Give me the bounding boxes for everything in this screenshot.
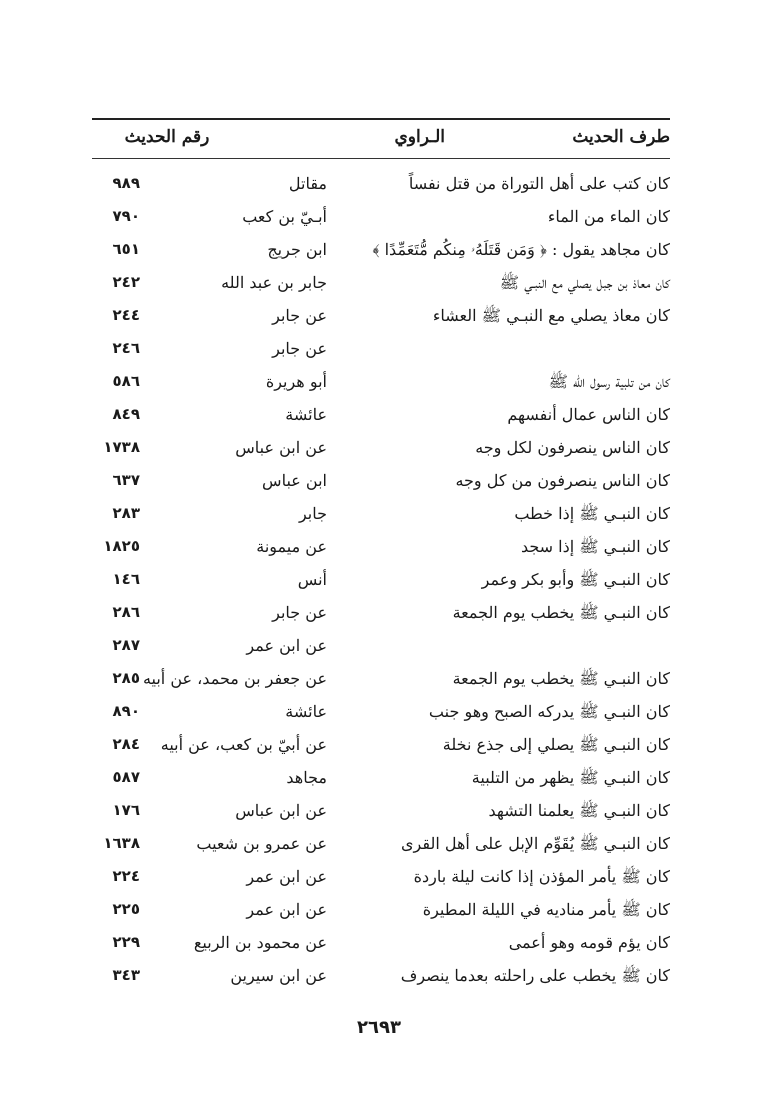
- table-row: [92, 368, 670, 401]
- hadith-number: ٧٩٠: [112, 207, 140, 225]
- hadith-text: كان النبـي ﷺ يخطب يوم الجمعة: [452, 603, 670, 622]
- narrator-text: ابن جريج: [267, 240, 327, 259]
- narrator-text: أنس: [297, 570, 327, 589]
- table-row: [92, 962, 670, 995]
- hadith-text: كان النبـي ﷺ يدركه الصبح وهو جنب: [428, 702, 670, 721]
- hadith-text: كان النبـي ﷺ يخطب يوم الجمعة: [452, 669, 670, 688]
- hadith-number: ٩٨٩: [112, 174, 140, 192]
- top-rule: [92, 118, 670, 120]
- table-row: [92, 269, 670, 302]
- hadith-text: كان ﷺ يأمر مناديه في الليلة المطيرة: [422, 900, 670, 919]
- narrator-text: عن ابن سيرين: [230, 966, 327, 985]
- narrator-text: أبو هريرة: [265, 372, 327, 391]
- header-hadith: طرف الحديث: [572, 127, 670, 147]
- hadith-text: كان الماء من الماء: [547, 207, 670, 226]
- hadith-number: ٢٤٦: [112, 339, 140, 357]
- table-row: [92, 632, 670, 665]
- hadith-text: كان الناس ينصرفون من كل وجه: [455, 471, 670, 490]
- narrator-text: جابر: [298, 504, 327, 523]
- header-narrator: الـراوي: [394, 127, 445, 147]
- table-row: [92, 830, 670, 863]
- hadith-text: كان النبـي ﷺ يُقَوِّم الإبل على أهل القرى: [401, 834, 670, 853]
- table-row: [92, 764, 670, 797]
- narrator-text: عن جعفر بن محمد، عن أبيه: [142, 669, 327, 688]
- table-row: [92, 731, 670, 764]
- hadith-text: كان النبـي ﷺ وأبو بكر وعمر: [481, 570, 670, 589]
- hadith-number: ٨٩٠: [112, 702, 140, 720]
- hadith-number: ١٨٢٥: [103, 537, 140, 555]
- hadith-number: ٢٢٥: [112, 900, 140, 918]
- table-row: [92, 335, 670, 368]
- narrator-text: عن محمود بن الربيع: [193, 933, 327, 952]
- table-row: [92, 500, 670, 533]
- hadith-number: ٢٤٤: [112, 306, 140, 324]
- hadith-number: ٢٨٧: [112, 636, 140, 654]
- narrator-text: عن ميمونة: [256, 537, 327, 556]
- table-row: [92, 434, 670, 467]
- hadith-text: كان ﷺ يأمر المؤذن إذا كانت ليلة باردة: [413, 867, 670, 886]
- table-row: [92, 896, 670, 929]
- table-row: [92, 863, 670, 896]
- hadith-number: ٨٤٩: [112, 405, 140, 423]
- hadith-text: كان من تلبية رسول الله ﷺ: [548, 372, 670, 391]
- hadith-text: كان كتب على أهل التوراة من قتل نفساً: [408, 174, 670, 193]
- hadith-number: ٦٣٧: [112, 471, 140, 489]
- narrator-text: عن جابر: [272, 306, 327, 325]
- hadith-text: كان النبـي ﷺ يصلي إلى جذع نخلة: [442, 735, 670, 754]
- narrator-text: عن جابر: [272, 603, 327, 622]
- hadith-number: ١٧٦: [112, 801, 140, 819]
- hadith-number: ٥٨٧: [112, 768, 140, 786]
- hadith-number: ٢٢٩: [112, 933, 140, 951]
- table-row: [92, 566, 670, 599]
- hadith-text: كان معاذ يصلي مع النبـي ﷺ العشاء: [432, 306, 670, 325]
- hadith-text: كان يؤم قومه وهو أعمى: [508, 933, 670, 952]
- narrator-text: عن ابن عمر: [246, 636, 327, 655]
- narrator-text: عائشة: [285, 405, 327, 424]
- table-row: [92, 665, 670, 698]
- hadith-number: ٣٤٣: [112, 966, 140, 984]
- table-row: [92, 929, 670, 962]
- narrator-text: عن أبيّ بن كعب، عن أبيه: [160, 735, 327, 754]
- hadith-number: ٢٨٣: [112, 504, 140, 522]
- hadith-text: كان الناس ينصرفون لكل وجه: [475, 438, 670, 457]
- header-rule: [92, 158, 670, 159]
- table-row: [92, 302, 670, 335]
- table-header: [92, 121, 670, 157]
- narrator-text: عن جابر: [272, 339, 327, 358]
- hadith-number: ١٧٣٨: [103, 438, 140, 456]
- hadith-text: كان الناس عمال أنفسهم: [507, 405, 670, 424]
- narrator-text: جابر بن عبد الله: [221, 273, 327, 292]
- table-row: [92, 203, 670, 236]
- table-row: [92, 236, 670, 269]
- hadith-text: كان النبـي ﷺ إذا سجد: [520, 537, 670, 556]
- table-row: [92, 401, 670, 434]
- narrator-text: عن ابن عمر: [246, 867, 327, 886]
- narrator-text: عن ابن عباس: [235, 801, 327, 820]
- table-row: [92, 170, 670, 203]
- hadith-text: كان معاذ بن جبل يصلي مع النبـي ﷺ: [499, 273, 670, 292]
- table-row: [92, 533, 670, 566]
- narrator-text: عائشة: [285, 702, 327, 721]
- narrator-text: مجاهد: [286, 768, 327, 787]
- narrator-text: عن ابن عمر: [246, 900, 327, 919]
- hadith-number: ٢٨٥: [112, 669, 140, 687]
- hadith-number: ٢٢٤: [112, 867, 140, 885]
- table-row: [92, 698, 670, 731]
- table-row: [92, 599, 670, 632]
- hadith-number: ١٦٣٨: [103, 834, 140, 852]
- hadith-number: ١٤٦: [112, 570, 140, 588]
- table-row: [92, 467, 670, 500]
- hadith-text: كان مجاهد يقول : ﴿ وَمَن قَتَلَهُۥ مِنكُم مُّتَعَمِّدًا ﴾: [372, 240, 670, 259]
- narrator-text: أبـيّ بن كعب: [242, 207, 327, 226]
- header-number: رقم الحديث: [124, 127, 210, 147]
- narrator-text: مقاتل: [288, 174, 327, 193]
- hadith-number: ٢٤٢: [112, 273, 140, 291]
- hadith-text: كان النبـي ﷺ إذا خطب: [514, 504, 670, 523]
- table-row: [92, 797, 670, 830]
- hadith-number: ٢٨٤: [112, 735, 140, 753]
- hadith-number: ٥٨٦: [112, 372, 140, 390]
- hadith-text: كان النبـي ﷺ يعلمنا التشهد: [488, 801, 670, 820]
- hadith-text: كان النبـي ﷺ يظهر من التلبية: [471, 768, 670, 787]
- page-number: ٢٦٩٣: [357, 1017, 401, 1038]
- narrator-text: ابن عباس: [262, 471, 327, 490]
- narrator-text: عن عمرو بن شعيب: [196, 834, 327, 853]
- hadith-number: ٢٨٦: [112, 603, 140, 621]
- hadith-table: [92, 170, 670, 995]
- hadith-text: كان ﷺ يخطب على راحلته بعدما ينصرف: [400, 966, 670, 985]
- hadith-number: ٦٥١: [112, 240, 140, 258]
- narrator-text: عن ابن عباس: [235, 438, 327, 457]
